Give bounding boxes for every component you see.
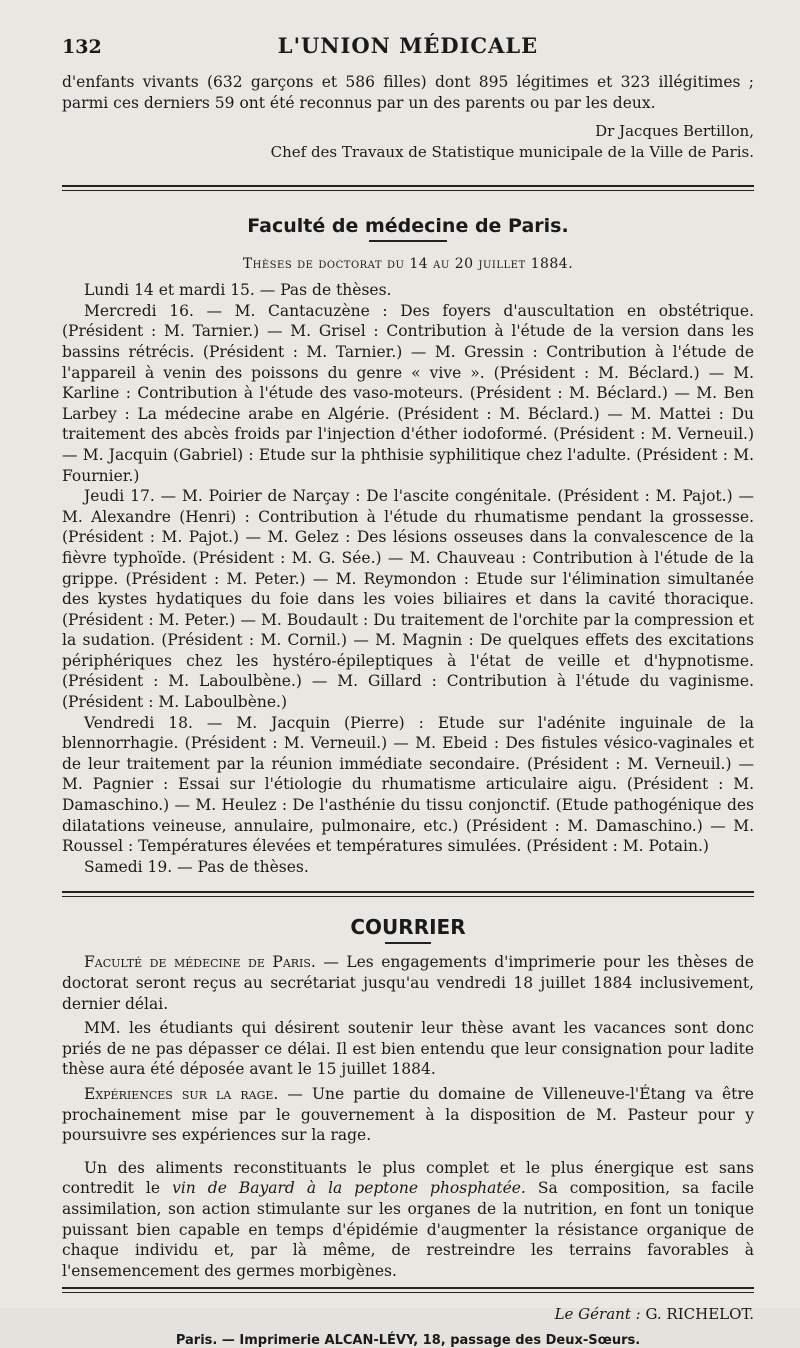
- intro-paragraph: d'enfants vivants (632 garçons et 586 filles) dont 895 légitimes et 323 illégitimes ; parmi ces derniers 59 ont été reconnus par un des parents ou par les deux.: [62, 73, 754, 112]
- courrier-rage-paragraph: [62, 1084, 754, 1146]
- theses-vendredi: Vendredi 18. — M. Jacquin (Pierre) : Etude sur l'adénite inguinale de la blennorrhagie. (Président : M. Verneuil.) — M. Ebeid : Des fistules vésico-vaginales et de leur traitement par la réunion immédiate secondaire. (Président : M. Verneuil.) — M. Pagnier : Essai sur l'étiologie du rhumatisme articulaire aigu. (Président : M. Damaschino.) — M. Heulez : De l'asthénie du tissu conjonctif. (Etude pathogénique des dilatations veineuse, annulaire, pulmonaire, etc.) (Président : M. Damaschino.) — M. Roussel : Températures élevées et températures simulées. (Président : M. Potain.): [62, 713, 754, 856]
- signature-name-text: Dr Jacques Bertillon,: [595, 122, 754, 141]
- courrier-faculte-paragraph: [62, 952, 754, 1014]
- courrier-rage-label: Expériences sur la rage.: [84, 1084, 279, 1103]
- signature-title: Chef des Travaux de Statistique municipale de la Ville de Paris.: [270, 143, 754, 162]
- journal-title: L'UNION MÉDICALE: [277, 33, 539, 58]
- courrier-etudiants-paragraph: MM. les étudiants qui désirent soutenir leur thèse avant les vacances sont donc priés de ne pas dépasser ce délai. Il est bien entendu que leur consignation pour ladite thèse aura été déposée avant le 15 juillet 1884.: [62, 1019, 754, 1079]
- courrier-vin-paragraph: [62, 1158, 754, 1282]
- courrier-vin-text-b: Sa composition, sa facile assimilation, son action stimulante sur les organes de la nutrition, en font un tonique puissant bien capable en temps d'épidémie d'augmenter la résistance organique de chaque individu et, par là même, de restreindre les terrains favorables à l'ensemencement des germes morbigènes.: [62, 1179, 755, 1280]
- theses-lundi: Lundi 14 et mardi 15. — Pas de thèses.: [84, 281, 392, 300]
- gerant-name: G. RICHELOT.: [645, 1305, 754, 1324]
- theses-heading: Thèses de doctorat du 14 au 20 juillet 1884.: [242, 256, 574, 273]
- faculte-title: Faculté de médecine de Paris.: [247, 215, 569, 238]
- courrier-vin-italic: vin de Bayard à la peptone phosphatée.: [172, 1179, 526, 1198]
- gerant-label: Le Gérant :: [554, 1305, 641, 1324]
- courrier-faculte-label: Faculté de médecine de Paris.: [84, 953, 316, 972]
- courrier-vin-text-a: Un des aliments reconstituants le plus complet et le plus énergique est sans contredit le: [62, 1158, 754, 1198]
- theses-jeudi: Jeudi 17. — M. Poirier de Narçay : De l'ascite congénitale. (Président : M. Pajot.) — M. Alexandre (Henri) : Contribution à l'étude du rhumatisme pendant la grossesse. (Président : M. Pajot.) — M. Gelez : Des lésions osseuses dans la convalescence de la fièvre typhoïde. (Président : M. G. Sée.) — M. Chauveau : Contribution à l'étude de la grippe. (Président : M. Peter.) — M. Reymondon : Etude sur l'élimination simultanée des kystes hydatiques du foie dans les voies biliaires et dans la cavité thoracique. (Président : M. Peter.) — M. Boudault : Du traitement de l'orchite par la compression et la sudation. (Président : M. Cornil.) — M. Magnin : De quelques effets des excitations périphériques chez les hystéro-épileptiques à l'état de veille et d'hypnotisme. (Président : M. Laboulbène.) — M. Gillard : Contribution à l'étude du vaginisme. (Président : M. Laboulbène.): [62, 487, 754, 712]
- gerant-line: [62, 1305, 754, 1323]
- printer-line: Paris. — Imprimerie ALCAN-LÉVY, 18, passage des Deux-Sœurs.: [175, 1333, 641, 1348]
- courrier-faculte-text: — Les engagements d'imprimerie pour les thèses de doctorat seront reçus au secrétariat jusqu'au vendredi 18 juillet 1884 inclusivement, dernier délai.: [62, 953, 754, 1013]
- courrier-title: COURRIER: [350, 915, 466, 940]
- theses-mercredi: Mercredi 16. — M. Cantacuzène : Des foyers d'auscultation en obstétrique. (Président : M. Tarnier.) — M. Grisel : Contribution à l'étude de la version dans les bassins rétrécis. (Président : M. Tarnier.) — M. Gressin : Contribution à l'étude de l'appareil à venin des poissons du genre « vive ». (Président : M. Béclard.) — M. Karline : Contribution à l'étude des vaso-moteurs. (Président : M. Béclard.) — M. Ben Larbey : La médecine arabe en Algérie. (Président : M. Béclard.) — M. Mattei : Du traitement des abcès froids par l'injection d'éther iodoformé. (Président : M. Verneuil.) — M. Jacquin (Gabriel) : Etude sur la phthisie syphilitique chez l'adulte. (Président : M. Fournier.): [62, 301, 754, 485]
- page-number: 132: [62, 36, 102, 58]
- theses-samedi: Samedi 19. — Pas de thèses.: [84, 857, 309, 876]
- courrier-rage-text: — Une partie du domaine de Villeneuve-l'Étang va être prochainement mise par le gouvernement à la disposition de M. Pasteur pour y poursuivre ses expériences sur la rage.: [62, 1084, 754, 1145]
- signature-name: [62, 121, 754, 142]
- page-header: [62, 0, 754, 62]
